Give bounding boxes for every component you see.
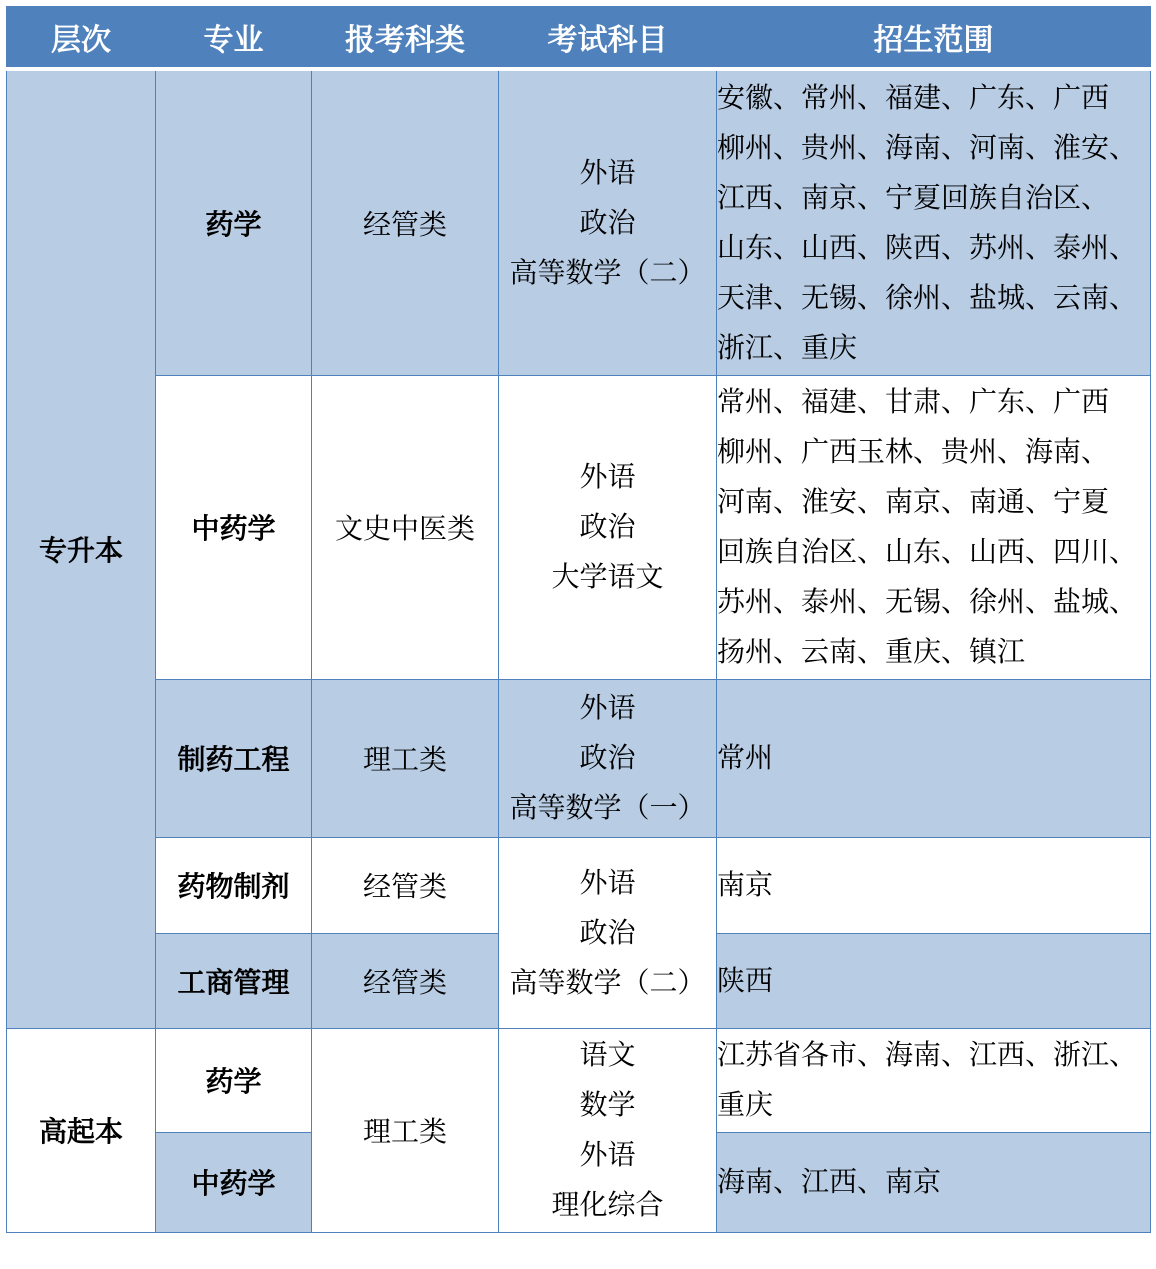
region-line: 安徽、常州、福建、广东、广西 — [717, 80, 1110, 114]
region-line: 常州、福建、甘肃、广东、广西 — [717, 385, 1110, 418]
subject-line: 政治 — [579, 741, 636, 774]
table-row — [7, 1028, 1151, 1132]
major-cell: 药学 — [156, 1028, 312, 1132]
region-cell — [717, 1132, 1151, 1232]
category-cell: 经管类 — [312, 837, 499, 933]
region-cell — [717, 933, 1151, 1028]
header-row — [7, 7, 1151, 70]
subject-line: 外语 — [579, 1138, 636, 1171]
subject-line: 外语 — [579, 865, 636, 899]
major-cell: 药物制剂 — [156, 837, 312, 933]
table-row — [7, 375, 1151, 679]
subject-line: 外语 — [579, 460, 636, 493]
subjects-cell — [499, 679, 717, 837]
major-cell: 工商管理 — [156, 933, 312, 1028]
category-cell: 经管类 — [312, 69, 499, 375]
region-line: 柳州、贵州、海南、河南、淮安、 — [717, 130, 1138, 164]
subject-line: 理化综合 — [551, 1188, 664, 1221]
major-cell: 中药学 — [156, 1132, 312, 1232]
category-cell: 理工类 — [312, 1028, 499, 1232]
region-line: 河南、淮安、南京、南通、宁夏 — [717, 485, 1110, 518]
table-row — [7, 69, 1151, 375]
region-line: 浙江、重庆 — [717, 330, 858, 364]
level-cell: 高起本 — [7, 1028, 156, 1232]
subject-line: 政治 — [579, 915, 636, 949]
region-line: 柳州、广西玉林、贵州、海南、 — [717, 435, 1110, 468]
subject-line: 政治 — [579, 205, 636, 239]
header-category: 报考科类 — [312, 7, 499, 70]
subject-line: 大学语文 — [551, 560, 664, 593]
level-cell: 专升本 — [7, 69, 156, 1028]
major-cell: 中药学 — [156, 375, 312, 679]
category-cell: 文史中医类 — [312, 375, 499, 679]
region-line: 回族自治区、山东、山西、四川、 — [717, 535, 1138, 568]
subjects-cell — [499, 1028, 717, 1232]
region-line: 苏州、泰州、无锡、徐州、盐城、 — [717, 585, 1138, 618]
subject-line: 语文 — [579, 1038, 636, 1071]
region-line: 扬州、云南、重庆、镇江 — [717, 635, 1026, 668]
header-major: 专业 — [156, 7, 312, 70]
major-cell: 制药工程 — [156, 679, 312, 837]
subject-line: 外语 — [579, 155, 636, 189]
subjects-cell — [499, 375, 717, 679]
region-cell — [717, 375, 1151, 679]
subjects-cell — [499, 69, 717, 375]
subject-line: 高等数学（二） — [509, 255, 706, 289]
region-line: 南京 — [717, 868, 774, 901]
subjects-cell — [499, 837, 717, 1028]
subject-line: 外语 — [579, 691, 636, 724]
region-cell — [717, 1028, 1151, 1132]
region-cell — [717, 837, 1151, 933]
major-cell: 药学 — [156, 69, 312, 375]
header-level: 层次 — [7, 7, 156, 70]
region-line: 江苏省各市、海南、江西、浙江、 — [717, 1038, 1138, 1071]
region-cell — [717, 69, 1151, 375]
category-cell: 理工类 — [312, 679, 499, 837]
category-cell: 经管类 — [312, 933, 499, 1028]
header-subjects: 考试科目 — [499, 7, 717, 70]
subject-line: 政治 — [579, 510, 636, 543]
region-cell — [717, 679, 1151, 837]
header-region: 招生范围 — [717, 7, 1151, 70]
table-row — [7, 837, 1151, 933]
region-line: 江西、南京、宁夏回族自治区、 — [717, 180, 1110, 214]
region-line: 重庆 — [717, 1088, 774, 1121]
region-line: 陕西 — [717, 963, 774, 997]
subject-line: 数学 — [579, 1088, 636, 1121]
region-line: 常州 — [717, 741, 774, 774]
region-line: 海南、江西、南京 — [717, 1165, 942, 1198]
subject-line: 高等数学（一） — [509, 791, 706, 824]
region-line: 天津、无锡、徐州、盐城、云南、 — [717, 280, 1138, 314]
table-row — [7, 679, 1151, 837]
region-line: 山东、山西、陕西、苏州、泰州、 — [717, 230, 1138, 264]
enrollment-table — [6, 6, 1151, 1233]
subject-line: 高等数学（二） — [509, 965, 706, 999]
